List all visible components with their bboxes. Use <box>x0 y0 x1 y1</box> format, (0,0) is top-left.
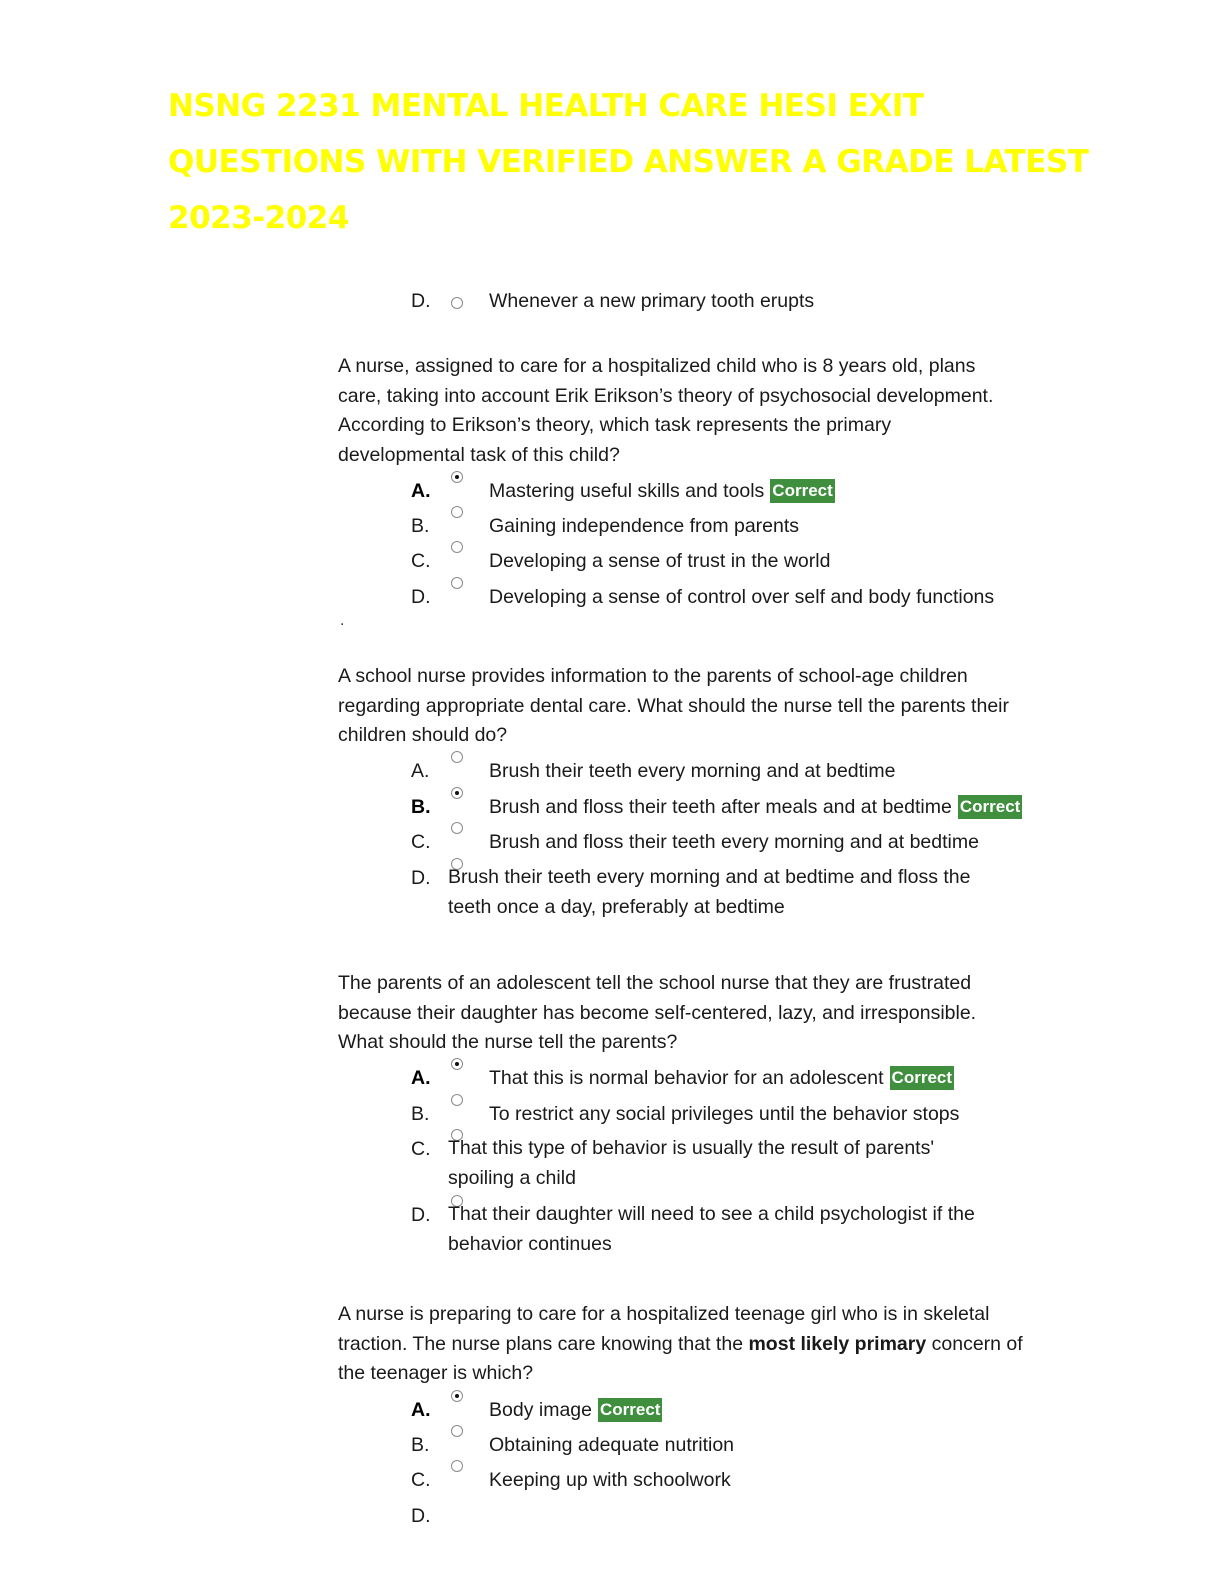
option-letter: D. <box>411 867 431 889</box>
option-letter: B. <box>411 1103 430 1125</box>
radio-button-icon[interactable] <box>451 1094 463 1106</box>
option-letter: D. <box>411 1204 431 1226</box>
radio-selected-icon[interactable] <box>451 1058 463 1070</box>
option-text-line: That their daughter will need to see a child psychologist if the <box>448 1203 975 1225</box>
option-text: Gaining independence from parents <box>489 515 800 537</box>
radio-selected-icon[interactable] <box>451 471 463 483</box>
separator-dot: . <box>340 612 345 629</box>
question-line: because their daughter has become self-centered, lazy, and irresponsible. <box>338 1001 977 1024</box>
option-text-line: Brush their teeth every morning and at bedtime and floss the <box>448 866 971 888</box>
option-text: Developing a sense of trust in the world <box>489 550 831 572</box>
radio-selected-icon[interactable] <box>451 787 463 799</box>
option-letter: A. <box>411 760 430 782</box>
document-title <box>168 78 1088 246</box>
option-letter: B. <box>411 515 430 537</box>
option-text: Obtaining adequate nutrition <box>489 1434 735 1456</box>
question-line: care, taking into account Erik Erikson’s theory of psychosocial development. <box>338 384 994 407</box>
option-letter: B. <box>411 1434 430 1456</box>
question-text: traction. The nurse plans care knowing that the <box>338 1332 749 1355</box>
title-line-3: 2023-2024 <box>168 200 349 236</box>
radio-selected-icon[interactable] <box>451 1390 463 1402</box>
option-text-line: That this type of behavior is usually the result of parents' <box>448 1137 935 1159</box>
question-line: children should do? <box>338 724 508 746</box>
option-letter: C. <box>411 1469 431 1491</box>
radio-button-icon[interactable] <box>451 297 463 309</box>
option-text: Keeping up with schoolwork <box>489 1469 731 1491</box>
option-text: Brush and floss their teeth every morning and at bedtime <box>489 831 979 853</box>
option-letter: A. <box>411 480 431 502</box>
option-text: Brush and floss their teeth after meals and at bedtime <box>489 796 952 818</box>
radio-button-icon[interactable] <box>451 1425 463 1437</box>
option-text: That this is normal behavior for an adolescent <box>489 1067 884 1089</box>
option-letter: A. <box>411 1399 431 1421</box>
radio-button-icon[interactable] <box>451 1460 463 1472</box>
question-1-stem <box>338 352 1078 470</box>
option-text: Developing a sense of control over self and body functions <box>489 586 995 608</box>
option-letter: D. <box>411 290 431 312</box>
option-text-line: teeth once a day, preferably at bedtime <box>448 895 785 918</box>
question-line: A school nurse provides information to the parents of school-age children <box>338 665 968 687</box>
option-text-line: behavior continues <box>448 1232 612 1255</box>
question-4-stem <box>338 1300 1078 1389</box>
question-2-stem <box>338 662 1078 751</box>
option-text: Brush their teeth every morning and at bedtime <box>489 760 896 782</box>
option-letter: C. <box>411 550 431 572</box>
question-3-stem <box>338 969 1078 1058</box>
radio-button-icon[interactable] <box>451 822 463 834</box>
option-text-line: spoiling a child <box>448 1166 576 1189</box>
question-line: developmental task of this child? <box>338 443 620 466</box>
option-text: Whenever a new primary tooth erupts <box>489 290 815 312</box>
correct-badge: Correct <box>890 1066 954 1090</box>
question-line: The parents of an adolescent tell the school nurse that they are frustrated <box>338 972 972 994</box>
question-line: A nurse is preparing to care for a hospitalized teenage girl who is in skeletal <box>338 1303 990 1325</box>
radio-button-icon[interactable] <box>451 541 463 553</box>
question-line: According to Erikson’s theory, which task represents the primary <box>338 414 892 436</box>
option-text: To restrict any social privileges until the behavior stops <box>489 1103 960 1125</box>
question-line <box>338 1330 1078 1360</box>
radio-button-icon[interactable] <box>451 751 463 763</box>
radio-button-icon[interactable] <box>451 506 463 518</box>
emphasis-text: most likely primary <box>748 1332 927 1355</box>
correct-badge: Correct <box>958 795 1022 819</box>
question-text: concern of <box>926 1332 1023 1355</box>
option-letter: A. <box>411 1067 431 1089</box>
option-text: Mastering useful skills and tools <box>489 480 765 502</box>
option-letter: B. <box>411 796 431 818</box>
option-letter: D. <box>411 586 431 608</box>
correct-badge: Correct <box>598 1398 662 1422</box>
option-letter: C. <box>411 831 431 853</box>
radio-button-icon[interactable] <box>451 577 463 589</box>
question-line: regarding appropriate dental care. What should the nurse tell the parents their <box>338 694 1009 717</box>
correct-badge: Correct <box>770 479 834 503</box>
option-letter: D. <box>411 1505 431 1527</box>
option-text: Body image <box>489 1399 592 1421</box>
question-line: A nurse, assigned to care for a hospitalized child who is 8 years old, plans <box>338 355 976 377</box>
question-line: the teenager is which? <box>338 1362 534 1384</box>
question-line: What should the nurse tell the parents? <box>338 1031 678 1053</box>
title-line-1: NSNG 2231 MENTAL HEALTH CARE HESI EXIT <box>168 88 924 124</box>
option-letter: C. <box>411 1138 431 1160</box>
title-line-2: QUESTIONS WITH VERIFIED ANSWER A GRADE LATEST <box>168 144 1089 180</box>
